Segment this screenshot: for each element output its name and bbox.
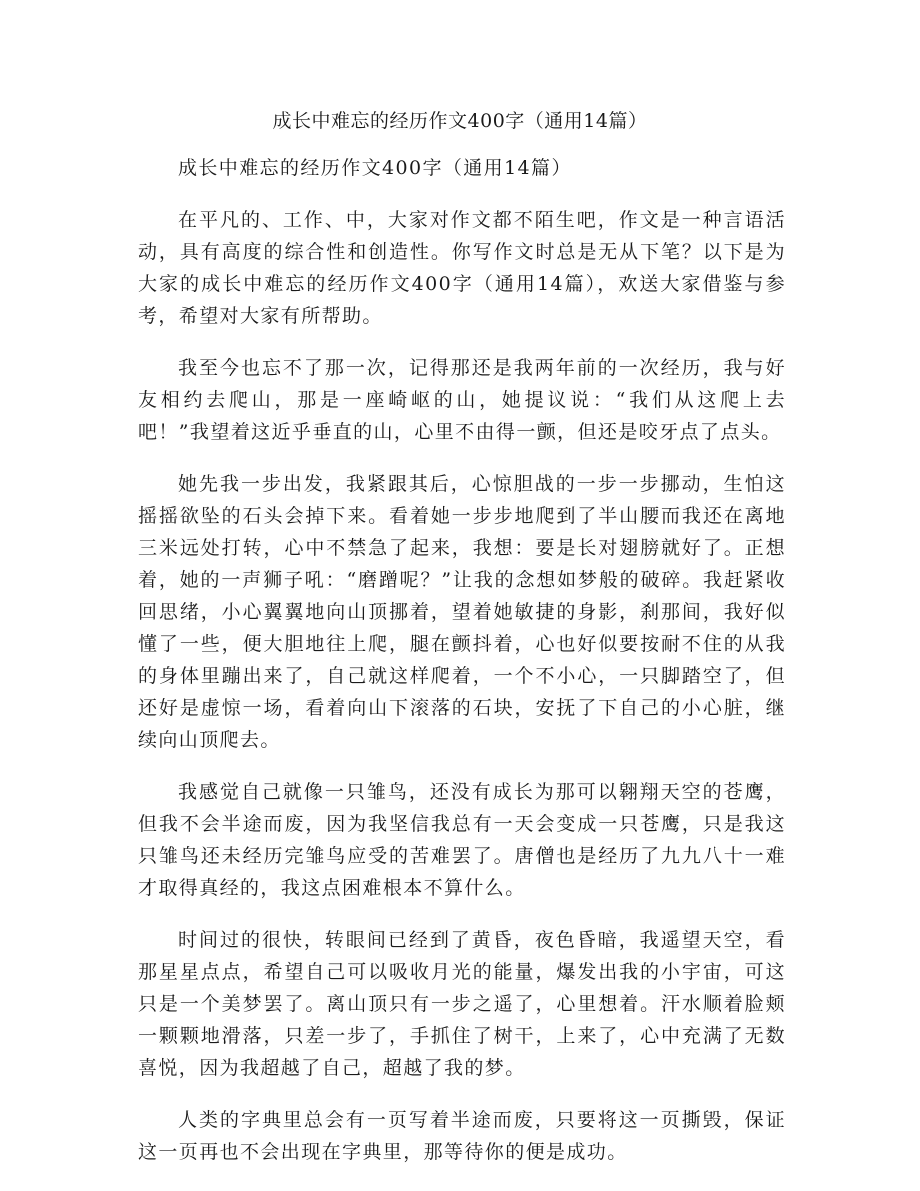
paragraph-memory: 我至今也忘不了那一次，记得那还是我两年前的一次经历，我与好友相约去爬山，那是一座崎岖的山，她提议说：“我们从这爬上去吧！”我望着这近乎垂直的山，心里不由得一颤，但还是咬牙点了点头。 <box>138 357 786 443</box>
paragraph-intro: 在平凡的、工作、中，大家对作文都不陌生吧，作文是一种言语活动，具有高度的综合性和创造性。你写作文时总是无从下笔？以下是为大家的成长中难忘的经历作文400字（通用14篇），欢送大家借鉴与参考，希望对大家有所帮助。 <box>138 209 786 327</box>
document-title: 成长中难忘的经历作文400字（通用14篇） <box>272 110 648 132</box>
paragraph-conclusion: 人类的字典里总会有一页写着半途而废，只要将这一页撕毁，保证这一页再也不会出现在字典里，那等待你的便是成功。 <box>138 1109 786 1163</box>
document-subtitle: 成长中难忘的经历作文400字（通用14篇） <box>178 157 572 179</box>
paragraph-dusk: 时间过的很快，转眼间已经到了黄昏，夜色昏暗，我遥望天空，看那星星点点，希望自己可以吸收月光的能量，爆发出我的小宇宙，可这只是一个美梦罢了。离山顶只有一步之遥了，心里想着。汗水顺着脸颊一颗颗地滑落，只差一步了，手抓住了树干，上来了，心中充满了无数喜悦，因为我超越了自己，超越了我的梦。 <box>138 929 786 1079</box>
paragraph-climb: 她先我一步出发，我紧跟其后，心惊胆战的一步一步挪动，生怕这摇摇欲坠的石头会掉下来。看着她一步步地爬到了半山腰而我还在离地三米远处打转，心中不禁急了起来，我想：要是长对翅膀就好了。正想着，她的一声狮子吼：“磨蹭呢？”让我的念想如梦般的破碎。我赶紧收回思绪，小心翼翼地向山顶挪着，望着她敏捷的身影，刹那间，我好似懂了一些，便大胆地往上爬，腿在颤抖着，心也好似要按耐不住的从我的身体里蹦出来了，自己就这样爬着，一个不小心，一只脚踏空了，但还好是虚惊一场，看着向山下滚落的石块，安抚了下自己的小心脏，继续向山顶爬去。 <box>138 473 786 751</box>
document-body <box>138 152 786 1188</box>
paragraph-fledgling: 我感觉自己就像一只雏鸟，还没有成长为那可以翱翔天空的苍鹰，但我不会半途而废，因为我坚信我总有一天会变成一只苍鹰，只是我这只雏鸟还未经历完雏鸟应受的苦难罢了。唐僧也是经历了九九八十一难才取得真经的，我这点困难根本不算什么。 <box>138 781 786 899</box>
